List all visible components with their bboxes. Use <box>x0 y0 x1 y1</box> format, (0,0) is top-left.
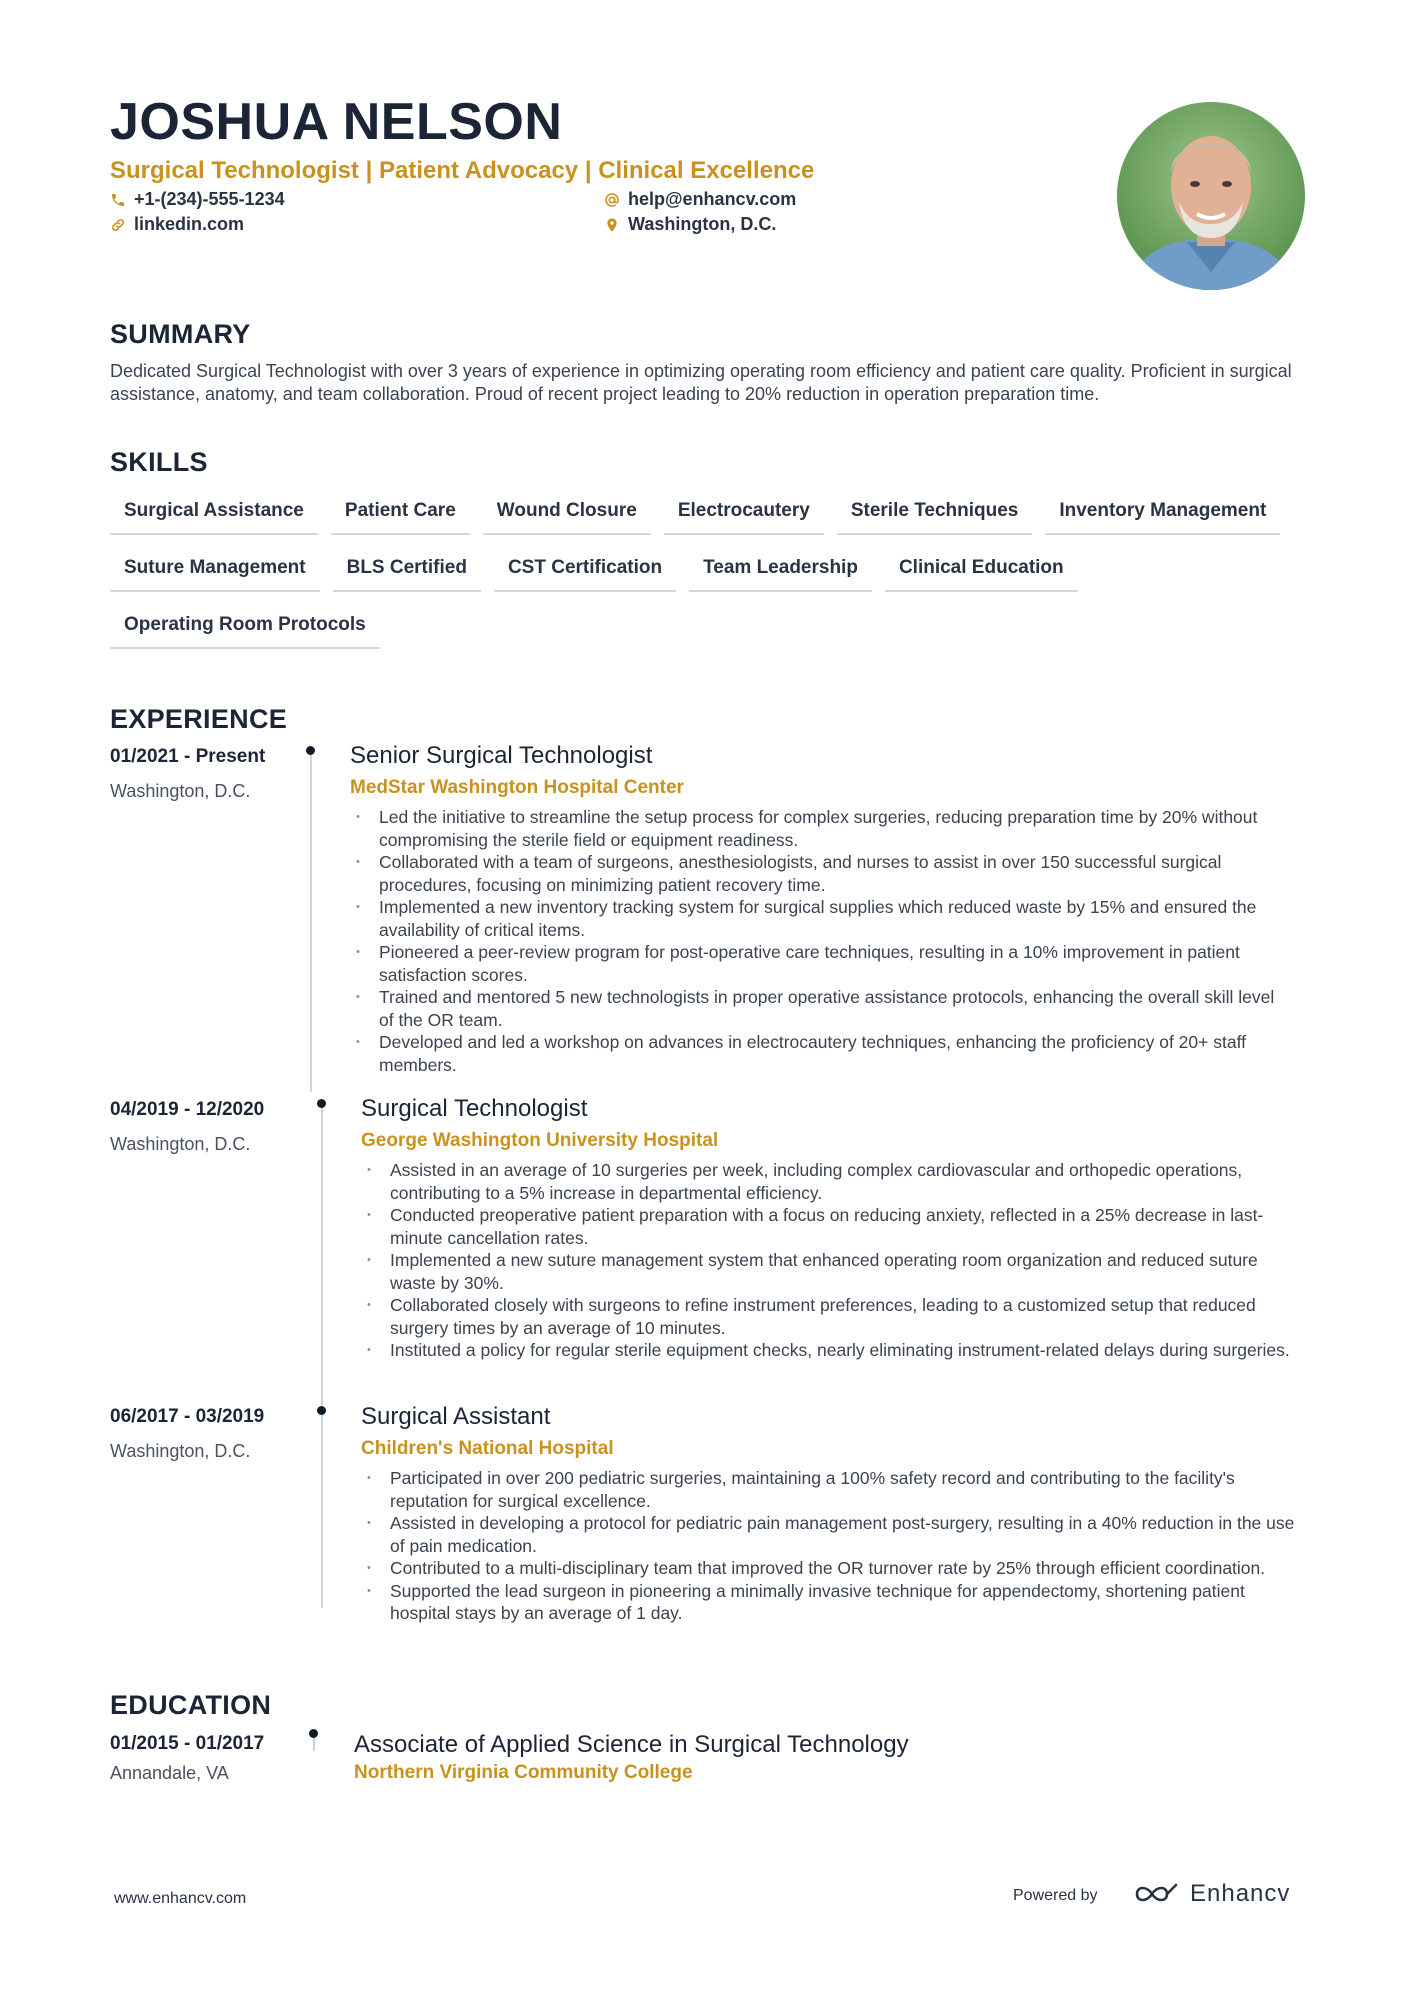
profile-photo <box>1117 102 1305 290</box>
link-icon <box>110 217 126 233</box>
job-bullets <box>354 806 1284 1076</box>
education-school: Northern Virginia Community College <box>354 1762 693 1783</box>
experience-title: EXPERIENCE <box>110 704 288 734</box>
job-dates: 04/2019 - 12/2020 <box>110 1099 265 1120</box>
job-role: Surgical Assistant <box>361 1403 551 1430</box>
enhancv-logo-icon <box>1134 1881 1180 1907</box>
job-role: Surgical Technologist <box>361 1095 588 1122</box>
job-role: Senior Surgical Technologist <box>350 742 653 769</box>
job-company: Children's National Hospital <box>361 1438 614 1459</box>
skill-tag: Inventory Management <box>1045 494 1280 535</box>
timeline-line <box>321 1412 323 1608</box>
skill-tag: BLS Certified <box>333 551 481 592</box>
list-item: • Contributed to a multi-disciplinary team that improved the OR turnover rate by 25% through efficient coordination. <box>365 1557 1295 1580</box>
list-item: • Conducted preoperative patient preparation with a focus on reducing anxiety, reflected in a 25% decrease in last-minute cancellation rates. <box>365 1204 1295 1249</box>
education-degree: Associate of Applied Science in Surgical Technology <box>354 1731 909 1758</box>
brand-name: Enhancv <box>1190 1880 1291 1907</box>
skill-tag: Patient Care <box>331 494 470 535</box>
education-dates: 01/2015 - 01/2017 <box>110 1733 265 1754</box>
list-item: • Trained and mentored 5 new technologists in proper operative assistance protocols, enhancing the overall skill level of the OR team. <box>354 986 1284 1031</box>
timeline-dot <box>317 1099 326 1108</box>
job-company: MedStar Washington Hospital Center <box>350 777 684 798</box>
list-item: • Implemented a new suture management system that enhanced operating room organization and reduced suture waste by 30%. <box>365 1249 1295 1294</box>
education-title: EDUCATION <box>110 1690 272 1720</box>
brand-logo[interactable] <box>1134 1880 1290 1908</box>
timeline-dot <box>309 1729 318 1738</box>
list-item: • Instituted a policy for regular sterile equipment checks, nearly eliminating instrument-related delays during surgeries. <box>365 1339 1295 1362</box>
summary-text: Dedicated Surgical Technologist with over 3 years of experience in optimizing operating room efficiency and patient care quality. Proficient in surgical assistance, anatomy, and team collaboration. Proud of recent project leading to 20% reduction in operation preparation time. <box>110 361 1292 404</box>
location-contact <box>604 214 776 235</box>
candidate-name: JOSHUA NELSON <box>110 93 563 151</box>
timeline-dot <box>317 1406 326 1415</box>
list-item: • Assisted in an average of 10 surgeries per week, including complex cardiovascular and orthopedic operations, contributing to a 5% increase in departmental efficiency. <box>365 1159 1295 1204</box>
job-bullets <box>365 1159 1295 1362</box>
location-text: Washington, D.C. <box>628 214 777 234</box>
skill-tag: Surgical Assistance <box>110 494 318 535</box>
skill-tag: Clinical Education <box>885 551 1078 592</box>
list-item: • Collaborated closely with surgeons to refine instrument preferences, leading to a customized setup that reduced surgery times by an average of 10 minutes. <box>365 1294 1295 1339</box>
list-item: • Led the initiative to streamline the setup process for complex surgeries, reducing preparation time by 20% without compromising the sterile field or equipment readiness. <box>354 806 1284 851</box>
linkedin-contact[interactable] <box>110 214 244 235</box>
list-item: • Participated in over 200 pediatric surgeries, maintaining a 100% safety record and contributing to the facility's reputation for surgical excellence. <box>365 1467 1295 1512</box>
phone-icon <box>110 192 126 208</box>
skill-tag: Operating Room Protocols <box>110 608 380 649</box>
job-company: George Washington University Hospital <box>361 1130 719 1151</box>
job-dates: 06/2017 - 03/2019 <box>110 1406 265 1427</box>
summary-title: SUMMARY <box>110 319 251 349</box>
job-location: Washington, D.C. <box>110 1441 251 1461</box>
skill-tag: CST Certification <box>494 551 676 592</box>
skill-tag: Team Leadership <box>689 551 872 592</box>
timeline-line <box>310 752 312 1092</box>
powered-by-label: Powered by <box>1013 1887 1098 1904</box>
list-item: • Supported the lead surgeon in pioneering a minimally invasive technique for appendectomy, shortening patient hospital stays by an average of 1 day. <box>365 1580 1295 1625</box>
skill-tag: Suture Management <box>110 551 320 592</box>
list-item: • Implemented a new inventory tracking system for surgical supplies which reduced waste by 15% and ensured the availability of critical items. <box>354 896 1284 941</box>
job-location: Washington, D.C. <box>110 1134 251 1154</box>
job-dates: 01/2021 - Present <box>110 746 266 767</box>
at-icon <box>604 192 620 208</box>
list-item: • Pioneered a peer-review program for post-operative care techniques, resulting in a 10% improvement in patient satisfaction scores. <box>354 941 1284 986</box>
skill-tag: Sterile Techniques <box>837 494 1033 535</box>
skill-tag: Wound Closure <box>483 494 651 535</box>
linkedin-text: linkedin.com <box>134 214 245 234</box>
skills-list <box>110 494 1310 649</box>
map-pin-icon <box>604 217 620 233</box>
timeline-dot <box>306 746 315 755</box>
skills-title: SKILLS <box>110 447 208 477</box>
headline: Surgical Technologist | Patient Advocacy | Clinical Excellence <box>110 157 815 184</box>
list-item: • Developed and led a workshop on advances in electrocautery techniques, enhancing the proficiency of 20+ staff members. <box>354 1031 1284 1076</box>
skill-tag: Electrocautery <box>664 494 824 535</box>
list-item: • Assisted in developing a protocol for pediatric pain management post-surgery, resulting in a 40% reduction in the use of pain medication. <box>365 1512 1295 1557</box>
job-bullets <box>365 1467 1295 1625</box>
email-contact[interactable] <box>604 189 796 210</box>
timeline-line <box>321 1105 323 1405</box>
phone-contact[interactable] <box>110 189 285 210</box>
list-item: • Collaborated with a team of surgeons, anesthesiologists, and nurses to assist in over 150 successful surgical procedures, focusing on minimizing patient recovery time. <box>354 851 1284 896</box>
job-location: Washington, D.C. <box>110 781 251 801</box>
footer-url[interactable]: www.enhancv.com <box>114 1890 247 1907</box>
email-text: help@enhancv.com <box>628 189 797 209</box>
education-location: Annandale, VA <box>110 1763 229 1783</box>
phone-text: +1-(234)-555-1234 <box>134 189 285 209</box>
